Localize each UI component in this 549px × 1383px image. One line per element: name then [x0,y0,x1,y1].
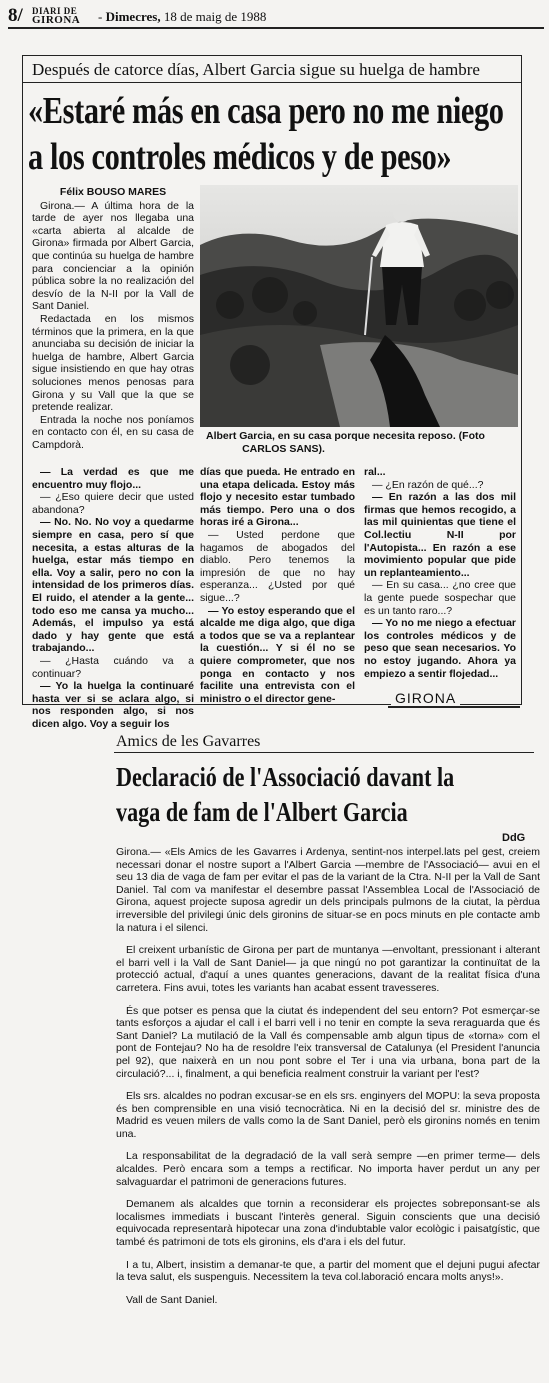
author-initials: DdG [502,832,526,844]
paragraph: — ¿Hasta cuándo va a continuar? [32,654,194,680]
date-text: 18 de maig de 1988 [163,9,267,24]
paragraph: I a tu, Albert, insistim a demanar-te que, a partir del moment que el dejuni pugui afectar la teva salut, els suspenguis. Necessitem la teva col.laboració encara molts anys!». [116,1258,540,1284]
paragraph: Redactada en los mismos términos que la primera, en la que anunciaba su decisión de iniciar la huelga de hambre, Albert Garcia sigue insistiendo en que hay otras soluciones menos penosas para Girona y su Vall que la que se pretende realizar. [32,312,194,414]
paragraph: — ¿Eso quiere decir que usted abandona? [32,491,194,516]
article2-body [116,846,540,1316]
masthead [8,6,544,28]
paragraph: — La verdad es que me encuentro muy flojo... [32,466,194,491]
weekday: Dimecres, [105,9,161,24]
issue-date: - Dimecres, 18 de maig de 1988 [98,9,267,24]
byline: Félix BOUSO MARES [59,186,167,198]
paragraph: — Yo la huelga la continuaré hasta ver si se aclara algo, si nos responden algo, si nos dicen algo. Voy a seguir los [32,680,194,730]
article1-column-3 [364,466,516,680]
article2-headline: Declaració de l'Associació davant la vaga de fam de l'Albert Garcia [116,762,455,827]
article1-column-1-bottom [32,466,194,730]
paragraph: Demanem als alcaldes que tornin a reconsiderar els projectes sobreponsant-se als localismes immediats i buscant l'interès general. Siguin conscients que una decisió equivocada representarà hipotecar una zona d'indubtable valor ecològic i paisatgístic, que també és patrimoni de tots els gironins, els d'ara i els del futur. [116,1198,540,1249]
paragraph: — En razón a las dos mil firmas que hemos recogido, a las mil quinientas que tiene el Col.lectiu N-II por l'Autopista... En razón a ese movimiento popular que pide un replanteamiento... [364,491,516,579]
photo-caption: Albert Garcia, en su casa porque necesita reposo. (Foto CARLOS SANS). [206,430,485,455]
closing-signature: Vall de Sant Daniel. [126,1293,218,1306]
article1-headline: «Estaré más en casa pero no me niego a los controles médicos y de peso» [28,90,504,178]
kicker-rule [22,82,521,83]
section-rule [388,706,520,708]
article1-kicker: Después de catorce días, Albert Garcia sigue su huelga de hambre [32,60,480,79]
section-tag: GIRONA [391,690,460,706]
paragraph: Girona.— «Els Amics de les Gavarres i Ardenya, sentint-nos interpel.lats pel gest, creiem necessari donar el nostre suport a l'Albert Garcia —membre de l'Associació— avui en el seu 13 dia de vaga de fam per evitar el pas de la variant de la Ctra. N-II per la Vall de Sant Daniel. Tal com va manifestar el desembre passat l'Assemblea Local de l'Associació de Girona, aquest projecte suposa agredir un dels principals pulmons de la ciutat, la pèrdua irreversible del privilegi únic dels gironins de situar-se en pocs minuts en ple contacte amb la natura i el silenci. [116,846,540,934]
paragraph: Els srs. alcaldes no podran excusar-se en els srs. enginyers del MOPU: la seva proposta és ben comprensible en una visió tecnocràtica. Ni en la decisió del sr. ministre des de Madrid es veuen milers de valls como la de Sant Daniel, però els gironins només en tenim una. [116,1090,540,1140]
article1-column-1 [32,186,194,451]
paragraph: ral... [364,466,386,478]
masthead-rule [8,27,544,29]
paragraph: — En su casa... ¿no cree que la gente puede sospechar que es un tanto raro...? [364,579,516,617]
article2-kicker: Amics de les Gavarres [116,733,261,750]
paragraph: — Yo estoy esperando que el alcalde me diga algo, que diga a todos que se va a replantear la cuestión... Y si él no se quiere comprometer, que nos ponga en contacto y nos facilite una entrevista con el ministro o el director gene- [200,604,355,705]
paragraph: És que potser es pensa que la ciutat és independent del seu entorn? Pot esmerçar-se tants esforços a ajudar el call i el barri vell i no tenir en compte la seva reraguarda que és Sant Daniel? La mutilació de la Vall és compensable amb algun tipus de «torna» com el pont de Fontejau? No ha de resoldre l'eix transversal de Catalunya (el President l'anuncia pel 92), que naixerà en un nou pont sobre el Ter i una via urbana, bona part de la circulació?... i, finalment, a qui beneficia realment construir la variant per l'est? [116,1004,540,1080]
article1-column-2 [200,466,355,705]
paragraph: — Yo no me niego a efectuar los controles médicos y de peso que sean necesarios. Yo no estoy jugando. Ahora ya empiezo a sentir flojedad... [364,617,516,680]
paragraph: Girona.— A última hora de la tarde de ayer nos llegaba una «carta abierta al alcalde de Girona» firmada por Albert Garcia, que continúa su huelga de hambre para concienciar a la opinión pública sobre la no realización del desvío de la N-II por la Vall de Sant Daniel. [32,199,194,313]
paragraph: — No. No. No voy a quedarme siempre en casa, pero sí que necesita, a estas alturas de la huelga, estar más tiempo en ella. Voy a salir, pero no con la intensidad de los primeros días. El ruido, el atender a la gente... todo eso me cansa ya mucho... Además, el impulso ya está dado y hay gente que está trabajando... [32,516,194,655]
page-number: 8/ [8,5,23,26]
paragraph: — ¿En razón de qué...? [372,478,484,491]
paragraph: La responsabilitat de la degradació de la vall serà sempre —en primer terme— dels alcaldes. Però encara som a temps a rectificar. No importa haver perdut un any per salvaguardar el patrimoni de generacions futures. [116,1150,540,1188]
paragraph: — Usted perdone que hagamos de abogados del diablo. Pero tenemos la impresión de que no hay esperanza... ¿Usted por qué sigue...? [200,528,355,604]
kicker-rule [114,752,534,753]
article-photo [200,185,518,427]
paragraph: días que pueda. He entrado en una etapa delicada. Estoy más flojo y necesito estar tumbado más tiempo. Pero una o dos horas iré a Girona... [200,466,355,529]
paragraph: Entrada la noche nos poníamos en contacto con él, en su casa de Campdorà. [32,413,194,451]
paragraph: El creixent urbanístic de Girona per part de muntanya —envoltant, pressionant i alterant el barri vell i la Vall de Sant Daniel— ja que ningú no pot garantizar la continuïtat de la protecció actual, d'aquí a unes quantes generacions, davant de la realitat física d'una carretera. Fins avui, totes les variants han acabat essent travesseres. [116,944,540,994]
newspaper-logo: DIARI DE GIRONA [32,6,81,26]
